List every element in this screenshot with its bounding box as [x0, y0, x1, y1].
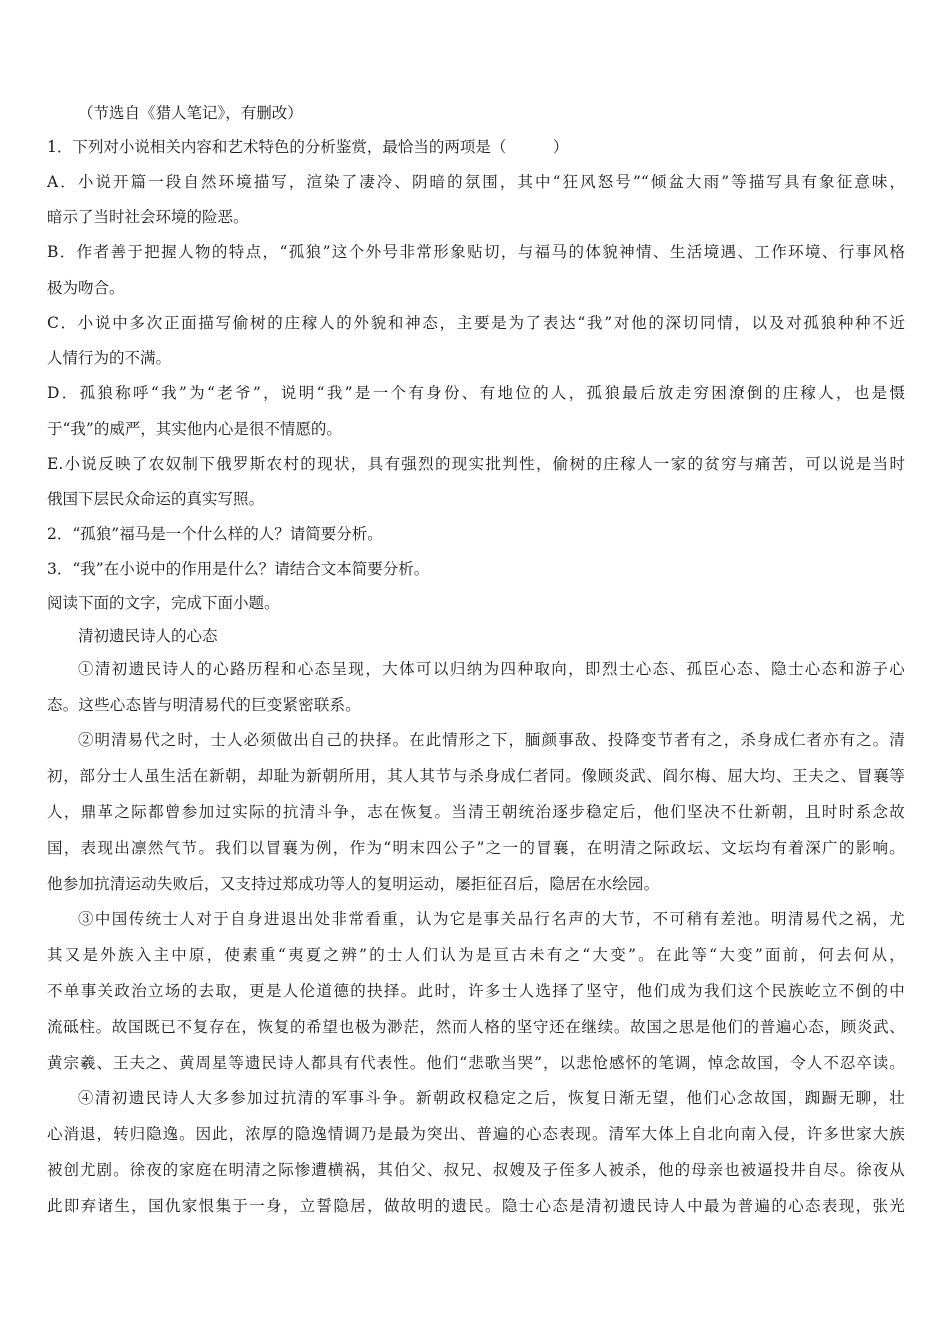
option-d-line2: 于“我”的威严，其实他内心是很不情愿的。	[47, 420, 342, 438]
article-line: 人，鼎革之际都曾参加过实际的抗清斗争，志在恢复。当清王朝统治逐步稳定后，他们坚决不仕新朝，且时时系念故	[47, 803, 905, 821]
article-line: 他参加抗清运动失败后，又支持过郑成功等人的复明运动，屡拒征召后，隐居在水绘园。	[47, 875, 660, 893]
article-line: 不单事关政治立场的去取，更是人伦道德的抉择。此时，许多士人选择了坚守，他们成为我们这个民族屹立不倒的中	[47, 982, 905, 1000]
article-line: 流砥柱。故国既已不复存在，恢复的希望也极为渺茫，然而人格的坚守还在继续。故国之思是他们的普遍心态，顾炎武、	[47, 1018, 905, 1036]
article-line: 此即弃诸生，国仇家恨集于一身，立誓隐居，做故明的遗民。隐士心态是清初遗民诗人中最为普遍的心态表现，张光	[47, 1197, 905, 1215]
article-line: 黄宗羲、王夫之、黄周星等遗民诗人都具有代表性。他们“悲歌当哭”，以悲怆感怀的笔调，悼念故国，令人不忍卒读。	[47, 1054, 905, 1072]
article-line: 国，表现出凛然气节。我们以冒襄为例，作为“明末四公子”之一的冒襄，在明清之际政坛、文坛均有着深广的影响。	[47, 839, 905, 857]
article-line: 初，部分士人虽生活在新朝，却耻为新朝所用，其人其节与杀身成仁者同。像顾炎武、阎尔梅、屈大均、王夫之、冒襄等	[47, 767, 905, 785]
option-c-line1: C．小说中多次正面描写偷树的庄稼人的外貌和神态，主要是为了表达“我”对他的深切同情，以及对孤狼种种不近	[47, 314, 905, 332]
article-line: 态。这些心态皆与明清易代的巨变紧密联系。	[47, 696, 362, 714]
option-b-line2: 极为吻合。	[47, 279, 125, 297]
article-line: ①清初遗民诗人的心路历程和心态呈现，大体可以归纳为四种取向，即烈士心态、孤臣心态、隐士心态和游子心	[78, 660, 905, 678]
option-c-line2: 人情行为的不满。	[47, 349, 172, 367]
article-line: 心消退，转归隐逸。因此，浓厚的隐逸情调乃是最为突出、普遍的心态表现。清军大体上自北向南入侵，许多世家大族	[47, 1125, 905, 1143]
option-a-line1: A．小说开篇一段自然环境描写，渲染了凄冷、阴暗的氛围，其中“狂风怒号”“倾盆大雨”等描写具有象征意味，	[47, 173, 905, 191]
option-e-line2: 俄国下层民众命运的真实写照。	[47, 490, 265, 508]
question-1-stem: 1．下列对小说相关内容和艺术特色的分析鉴赏，最恰当的两项是（ ）	[47, 138, 569, 156]
reading-instruction: 阅读下面的文字，完成下面小题。	[47, 594, 280, 612]
option-d-line1: D．孤狼称呼“我”为“老爷”，说明“我”是一个有身份、有地位的人，孤狼最后放走穷困潦倒的庄稼人，也是慑	[47, 384, 905, 402]
option-e-line1: E.小说反映了农奴制下俄罗斯农村的现状，具有强烈的现实批判性，偷树的庄稼人一家的贫穷与痛苦，可以说是当时	[47, 455, 905, 473]
article-line: ②明清易代之时，士人必须做出自己的抉择。在此情形之下，腼颜事敌、投降变节者有之，杀身成仁者亦有之。清	[78, 731, 905, 749]
article-line: ④清初遗民诗人大多参加过抗清的军事斗争。新朝政权稳定之后，恢复日渐无望，他们心念故国，踟蹰无聊，壮	[78, 1089, 905, 1107]
article-line: ③中国传统士人对于自身进退出处非常看重，认为它是事关品行名声的大节，不可稍有差池。明清易代之祸，尤	[78, 910, 905, 928]
option-b-line1: B．作者善于把握人物的特点，“孤狼”这个外号非常形象贴切，与福马的体貌神情、生活境遇、工作环境、行事风格	[47, 243, 905, 261]
article-title: 清初遗民诗人的心态	[78, 627, 218, 645]
option-a-line2: 暗示了当时社会环境的险恶。	[47, 208, 249, 226]
question-3: 3．“我”在小说中的作用是什么？请结合文本简要分析。	[47, 560, 430, 578]
source-note: （节选自《猎人笔记》，有删改）	[78, 104, 303, 122]
article-line: 被创尤剧。徐夜的家庭在明清之际惨遭横祸，其伯父、叔兄、叔嫂及子侄多人被杀，他的母亲也被逼投井自尽。徐夜从	[47, 1161, 905, 1179]
article-line: 其又是外族入主中原，使素重“夷夏之辨”的士人们认为是亘古未有之“大变”。在此等“大变”面前，何去何从，	[47, 946, 905, 964]
question-2: 2．“孤狼”福马是一个什么样的人？请简要分析。	[47, 525, 383, 543]
